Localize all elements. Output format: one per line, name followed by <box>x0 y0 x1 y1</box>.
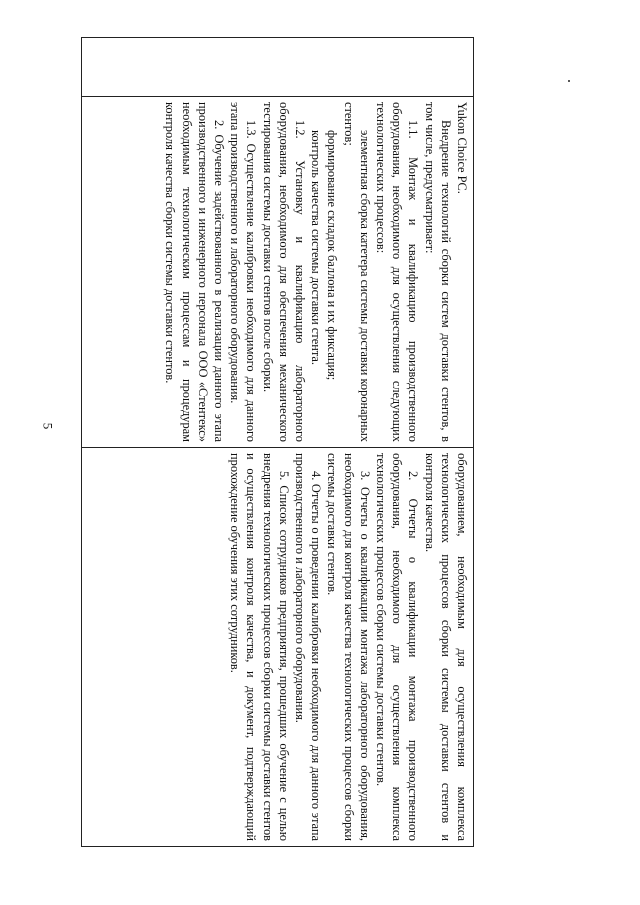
cell-paragraph: 5. Список сотрудников предприятия, прошедших обучение с целью внедрения технологических процессов сборки системы доставки стентов и осуществления контроля качества, и документ, подтверждающий прохождение обучения этих сотрудников. <box>228 453 291 841</box>
table-cell-stages <box>82 97 474 448</box>
table-row <box>82 38 474 847</box>
cell-paragraph: 1.2. Установку и квалификацию лабораторного оборудования, необходимого для обеспечения механического тестирования системы доставки стентов после сборки. <box>260 102 307 442</box>
cell-paragraph: элементная сборка катетера системы доставки коронарных стентов; <box>341 102 372 442</box>
document-table-rotated <box>81 37 474 847</box>
cell-paragraph: формирование складок баллона и их фиксация; <box>325 130 340 381</box>
cell-paragraph: Yukon Choice PC. <box>455 102 469 194</box>
table-cell-results <box>82 448 474 847</box>
cell-paragraph: 2. Отчеты о квалификации монтажа производственного оборудования, необходимого для осуществления комплекса технологических процессов сборки системы доставки стентов. <box>373 453 421 841</box>
stray-mark <box>568 80 570 82</box>
cell-paragraph: 4. Отчеты о проведении калибровки необходимого для данного этапа производственного и лабораторного оборудования. <box>292 453 324 841</box>
cell-paragraph: 1.1. Монтаж и квалификацию производственного оборудования, необходимого для осуществления следующих технологических процессов: <box>373 102 421 442</box>
cell-paragraph: контроль качества системы доставки стента. <box>309 130 324 366</box>
cell-paragraph: оборудованием, необходимым для осуществления комплекса технологических процессов сборки системы доставки стентов и контроля качества. <box>422 453 469 841</box>
cell-paragraph: Внедрение технологий сборки систем доставки стентов, в том числе, предусматривает: <box>422 102 453 442</box>
cell-paragraph: 1.3. Осуществление калибровки необходимого для данного этапа производственного и лабораторного оборудования. <box>228 102 259 442</box>
table-cell-empty <box>82 38 474 97</box>
cell-paragraph: 2. Обучение задействованного в реализации данного этапа производственного и инженерного персонала ООО «Стентекс» необходимым технологическим процессам и процедурам контроля качества сборки системы доставки стентов. <box>163 102 226 442</box>
document-table <box>81 37 474 847</box>
page-number: 5 <box>40 422 56 430</box>
cell-paragraph: 3. Отчеты о квалификации монтажа лабораторного оборудования, необходимого для контроля качества технологических процессов сборки системы доставки стентов. <box>325 453 372 841</box>
